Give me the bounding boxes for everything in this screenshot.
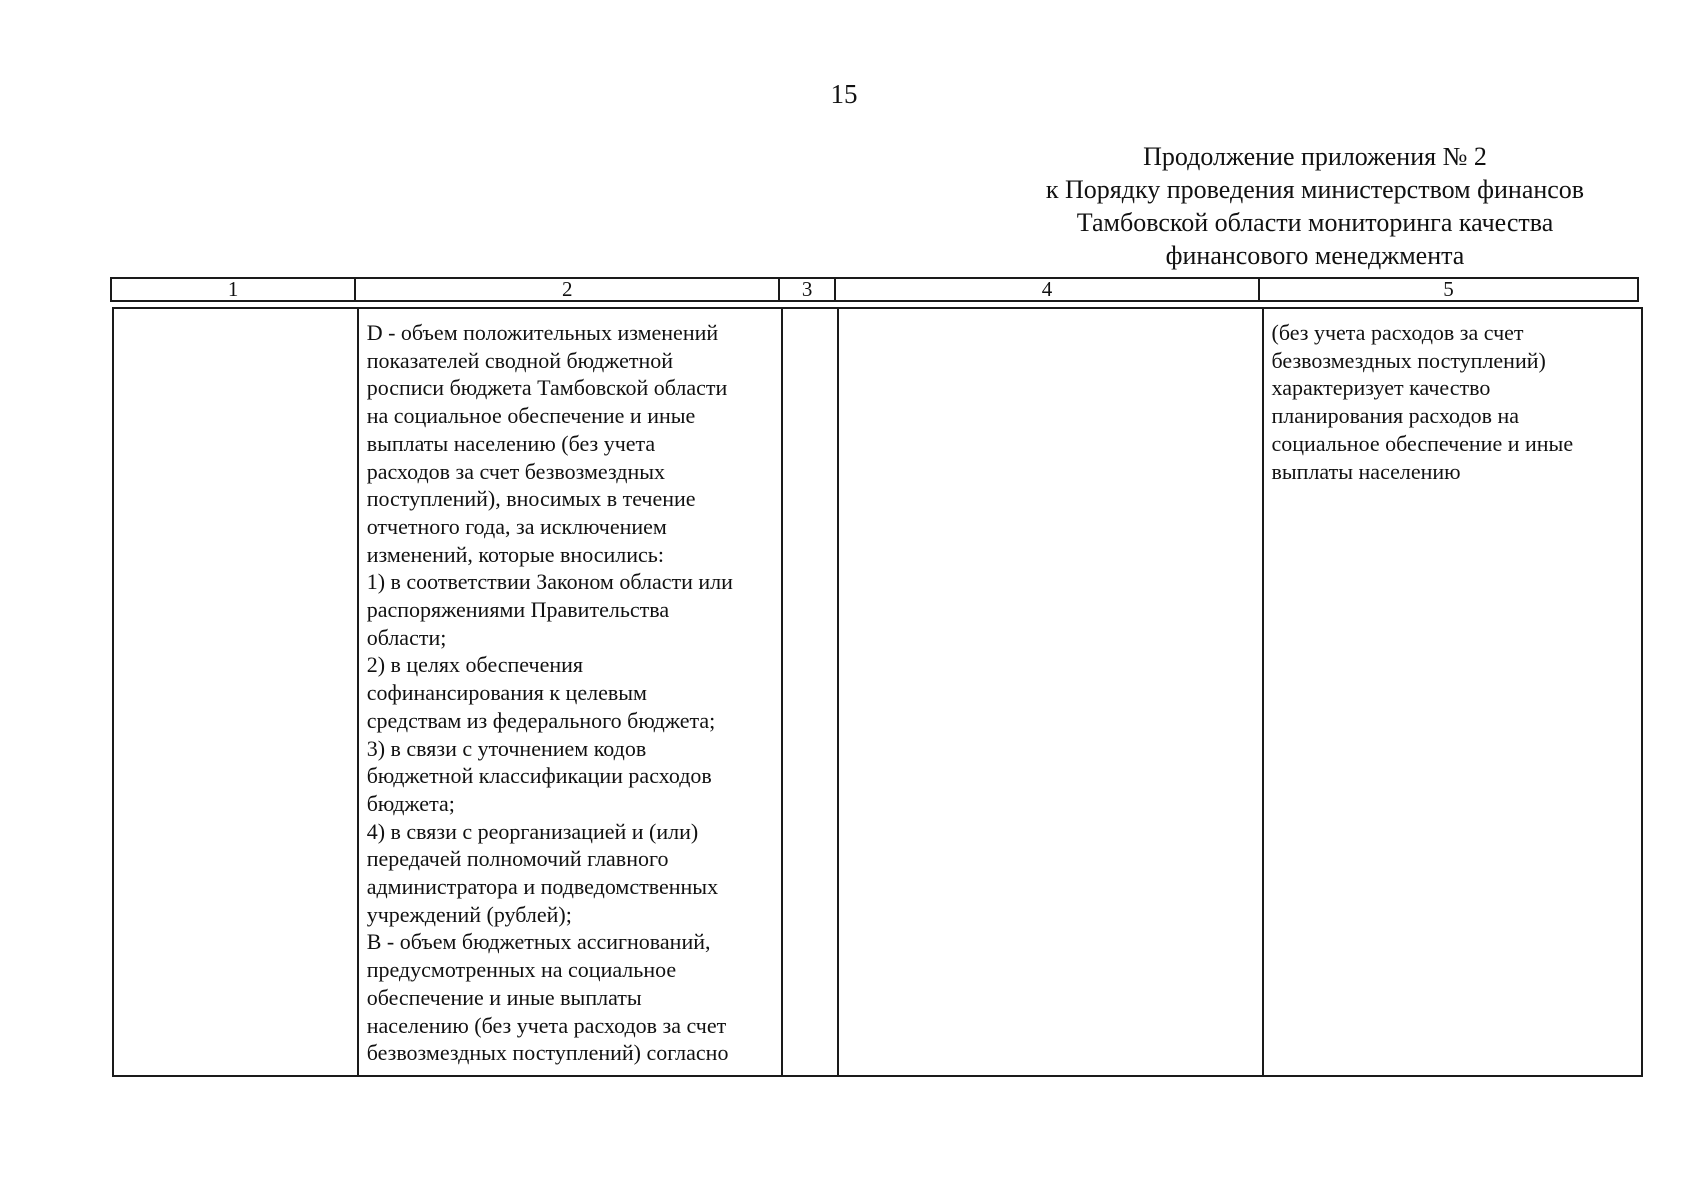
- column-number-4: 4: [834, 279, 1258, 300]
- cell-text-line: поступлений), вносимых в течение: [366, 486, 696, 512]
- cell-text-line: (без учета расходов за счет: [1271, 320, 1524, 345]
- heading-line: к Порядку проведения министерством финансов: [1045, 175, 1585, 204]
- table-cell-col4: [837, 309, 1261, 1075]
- cell-text-line: учреждений (рублей);: [366, 901, 572, 927]
- cell-text-line: распоряжениями Правительства: [366, 597, 670, 623]
- cell-text-line: предусмотренных на социальное: [366, 957, 677, 983]
- cell-text-line: населению (без учета расходов за счет: [366, 1012, 727, 1038]
- cell-text-line: 4) в связи с реорганизацией и (или): [366, 818, 699, 844]
- column-number-2: 2: [354, 279, 778, 300]
- cell-text-line: средствам из федерального бюджета;: [366, 707, 716, 733]
- cell-text-line: обеспечение и иные выплаты: [366, 984, 642, 1010]
- column-number-1: 1: [227, 277, 239, 301]
- cell-text-line: росписи бюджета Тамбовской области: [366, 375, 728, 401]
- heading-line: Продолжение приложения № 2: [1143, 142, 1487, 171]
- cell-text-line: изменений, которые вносились:: [366, 541, 664, 567]
- table-cell-col3: [781, 309, 837, 1075]
- cell-text-line: 3) в связи с уточнением кодов: [366, 735, 647, 761]
- cell-text-line: бюджетной классификации расходов: [366, 763, 712, 789]
- appendix-heading: [990, 140, 1640, 272]
- column-number-5: 5: [1258, 279, 1637, 300]
- cell-text-line: 2) в целях обеспечения: [366, 652, 584, 678]
- cell-text-line: выплаты населению (без учета: [366, 430, 656, 456]
- table-cell-col2: [357, 309, 781, 1075]
- cell-text-line: безвозмездных поступлений) согласно: [366, 1040, 729, 1066]
- cell-text-line: В - объем бюджетных ассигнований,: [366, 929, 711, 955]
- table-row: [112, 307, 1643, 1077]
- cell-text-line: показателей сводной бюджетной: [366, 347, 674, 373]
- heading-line: финансового менеджмента: [1165, 241, 1465, 270]
- cell-text-line: D - объем положительных изменений: [366, 320, 719, 345]
- cell-text-line: выплаты населению: [1271, 458, 1461, 484]
- cell-text-line: характеризует качество: [1271, 375, 1491, 401]
- cell-text-line: бюджета;: [366, 790, 455, 816]
- cell-text-line: расходов за счет безвозмездных: [366, 458, 665, 484]
- cell-text-line: на социальное обеспечение и иные: [366, 403, 696, 429]
- column-number-3: 3: [778, 279, 834, 300]
- cell-text-line: администратора и подведомственных: [366, 874, 719, 900]
- cell-text-line: отчетного года, за исключением: [366, 513, 667, 539]
- cell-text-line: 1) в соответствии Законом области или: [366, 569, 733, 595]
- cell-text-line: передачей полномочий главного: [366, 846, 669, 872]
- page-number: 15: [830, 79, 858, 109]
- cell-text-line: области;: [366, 624, 447, 650]
- heading-line: Тамбовской области мониторинга качества: [1076, 208, 1554, 237]
- table-cell-col1: [114, 309, 357, 1075]
- cell-text-line: софинансирования к целевым: [366, 680, 647, 706]
- cell-text-line: безвозмездных поступлений): [1271, 347, 1546, 373]
- cell-text-line: социальное обеспечение и иные: [1271, 430, 1574, 456]
- cell-text-line: планирования расходов на: [1271, 403, 1519, 429]
- table-column-number-row: [110, 277, 1639, 302]
- table-cell-col5: [1262, 309, 1642, 1075]
